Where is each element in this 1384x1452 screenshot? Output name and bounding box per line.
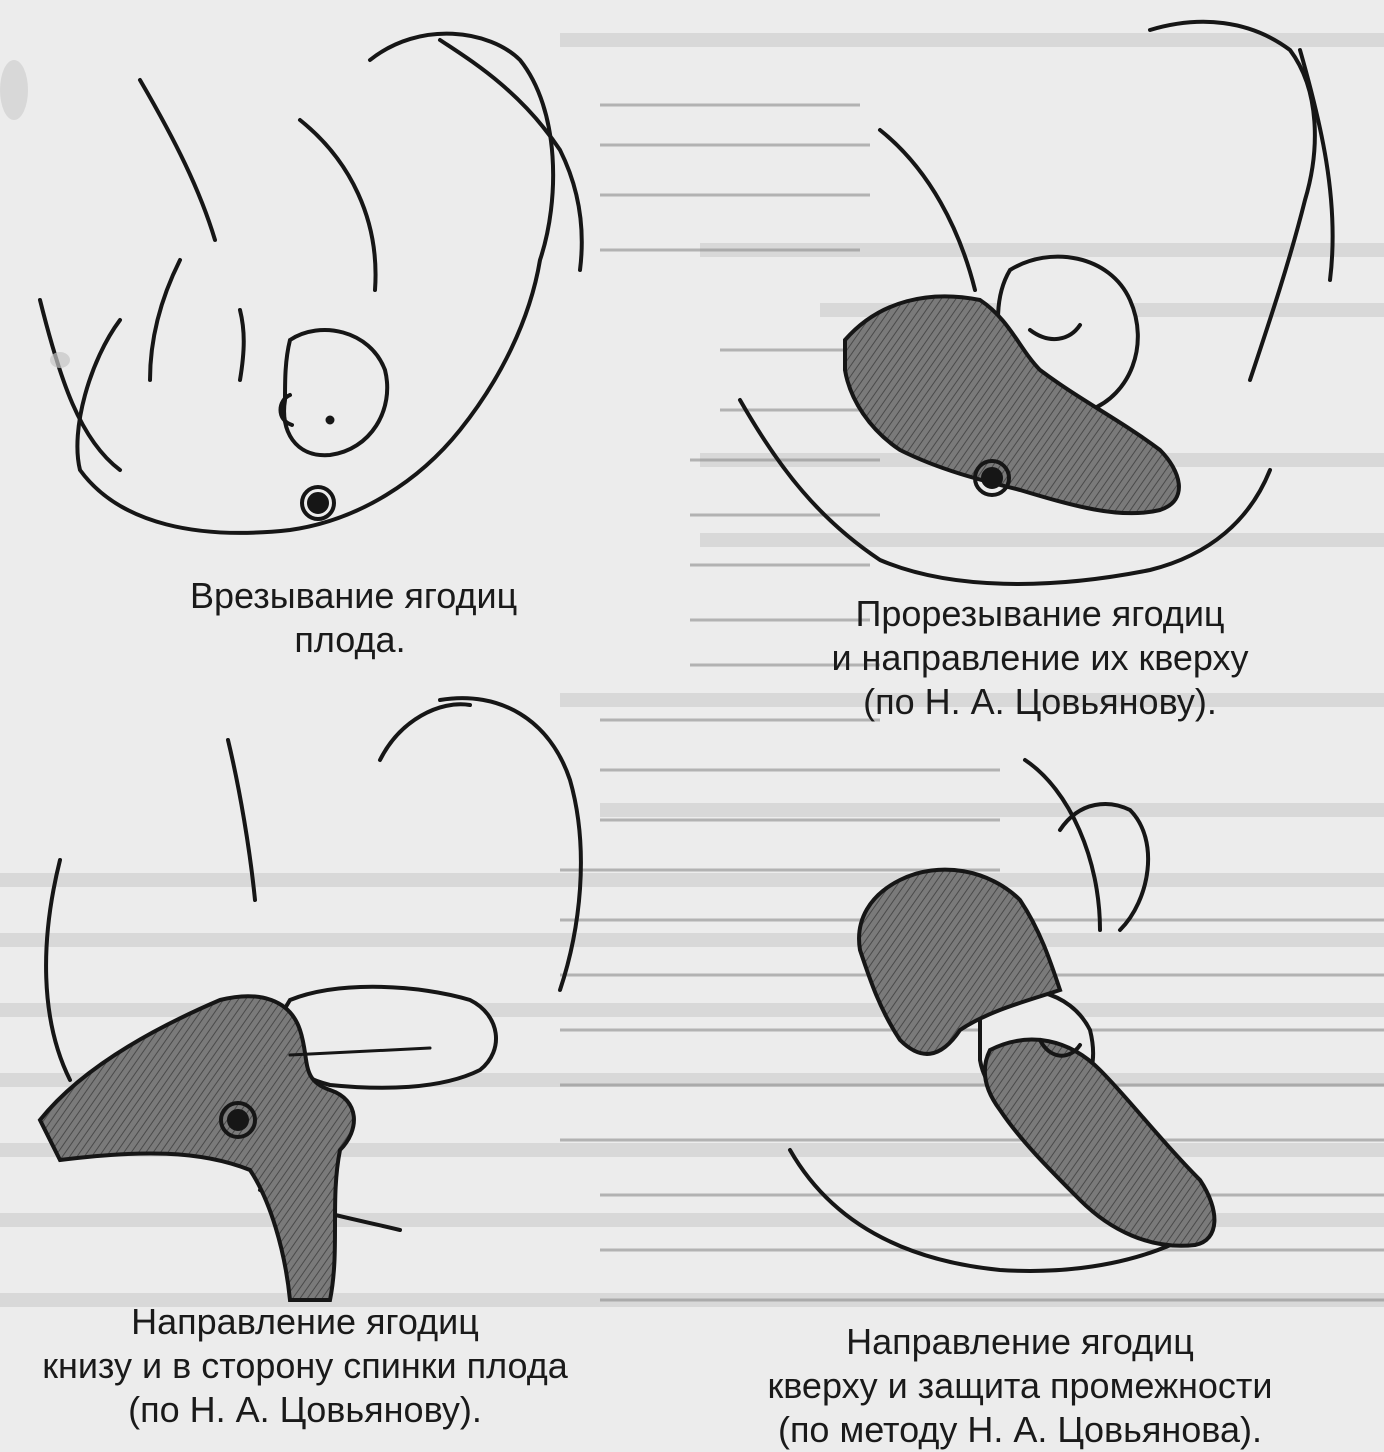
caption-line: книзу и в сторону спинки плода bbox=[42, 1345, 568, 1386]
caption-line: (по Н. А. Цовьянову). bbox=[128, 1389, 482, 1430]
caption-line: (по Н. А. Цовьянову). bbox=[863, 681, 1217, 722]
figure-1-drawing bbox=[40, 34, 582, 533]
caption-line: Врезывание ягодиц bbox=[190, 575, 518, 616]
caption-line: и направление их кверху bbox=[831, 637, 1249, 678]
figure-2-caption bbox=[800, 592, 1280, 724]
figure-3-drawing bbox=[40, 698, 581, 1300]
scan-smudge bbox=[50, 352, 70, 368]
figure-1-caption bbox=[190, 574, 518, 662]
caption-line: плода. bbox=[294, 619, 406, 660]
caption-line: (по методу Н. А. Цовьянова). bbox=[777, 1409, 1263, 1450]
figure-3-caption bbox=[0, 1300, 610, 1432]
caption-line: Направление ягодиц bbox=[131, 1301, 479, 1342]
scan-smudge bbox=[0, 60, 28, 120]
caption-line: кверху и защита промежности bbox=[767, 1365, 1273, 1406]
figure-4-caption bbox=[690, 1320, 1350, 1452]
caption-line: Направление ягодиц bbox=[846, 1321, 1194, 1362]
caption-line: Прорезывание ягодиц bbox=[855, 593, 1225, 634]
